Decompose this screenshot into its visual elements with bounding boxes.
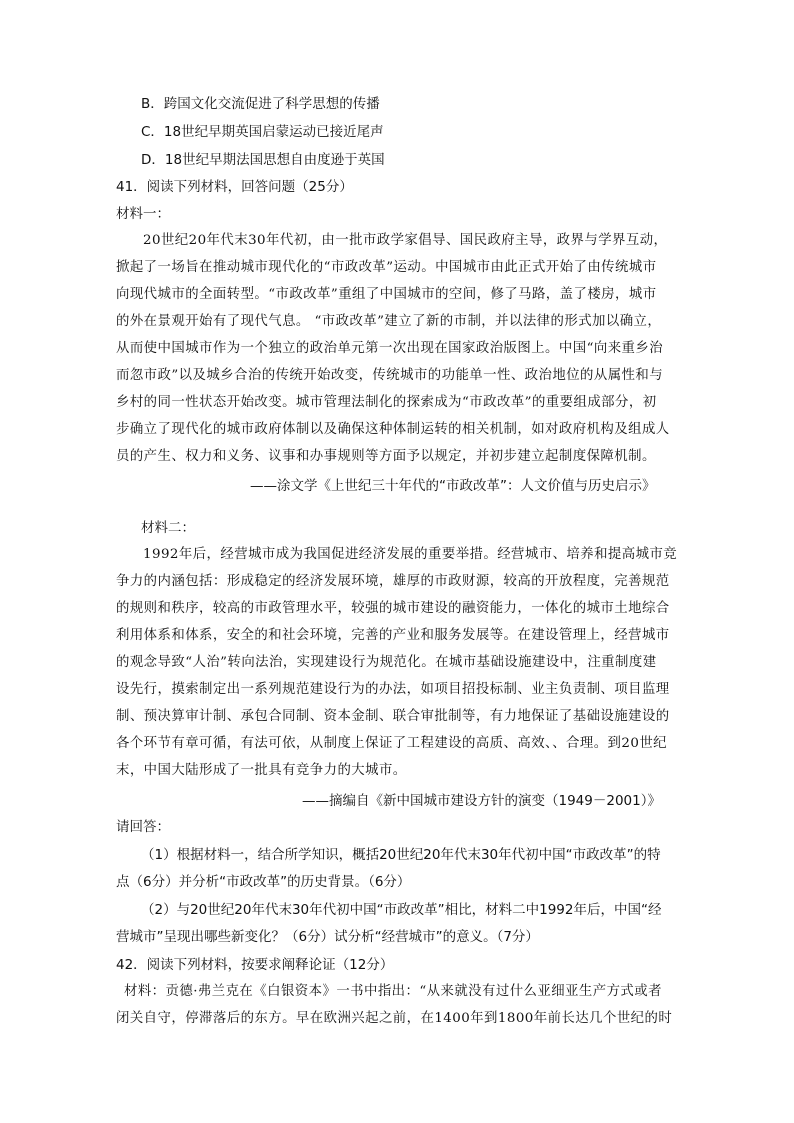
paragraph-line: 的外在景观开始有了现代气息。 “市政改革”建立了新的市制，并以法律的形式加以确立， xyxy=(116,314,662,329)
paragraph-line: 员的产生、权力和义务、议事和办事规则等方面予以规定，并初步建立起制度保障机制。 xyxy=(116,449,656,464)
q41-sub2-line1: （2）与20世纪20年代末30年代初中国“市政改革”相比，材料二中1992年后，中国“经 xyxy=(141,902,662,918)
q41-sub1-line2: 点（6分）并分析“市政改革”的历史背景。（6分） xyxy=(116,874,411,890)
q41-material1-label: 材料一： xyxy=(116,206,170,222)
q41-material2-label: 材料二： xyxy=(141,520,195,536)
paragraph-line: 掀起了一场旨在推动城市现代化的“市政改革”运动。中国城市由此正式开始了由传统城市 xyxy=(116,260,657,275)
paragraph-line: 末，中国大陆形成了一批具有竞争力的大城市。 xyxy=(116,763,407,778)
paragraph-line: 闭关自守，停滞落后的东方。早在欧洲兴起之前，在1400年到1800年前长达几个世纪的时 xyxy=(116,1011,673,1026)
option-d: D．18世纪早期法国思想自由度逊于英国 xyxy=(141,152,385,168)
paragraph-line: 各个环节有章可循，有法可依，从制度上保证了工程建设的高质、高效、、合理。到20世纪 xyxy=(116,736,668,751)
paragraph-line: 材料：贡德·弗兰克在《白银资本》一书中指出：“从来就没有过什么亚细亚生产方式或者 xyxy=(124,984,662,999)
paragraph-line: 向现代城市的全面转型。“市政改革”重组了中国城市的空间，修了马路，盖了楼房，城市 xyxy=(116,287,657,302)
paragraph-line: 的规则和秩序，较高的市政管理水平，较强的城市建设的融资能力，一体化的城市土地综合 xyxy=(116,601,670,616)
option-b: B．跨国文化交流促进了科学思想的传播 xyxy=(141,96,380,112)
paragraph-line: 而忽市政”以及城乡合治的传统开始改变，传统城市的功能单一性、政治地位的从属性和与 xyxy=(116,368,664,383)
paragraph-line: 争力的内涵包括：形成稳定的经济发展环境，雄厚的市政财源，较高的开放程度，完善规范 xyxy=(116,574,670,589)
paragraph-line: 利用体系和体系，安全的和社会环境，完善的产业和服务发展等。在建设管理上，经营城市 xyxy=(116,628,670,643)
paragraph-line: 20世纪20年代末30年代初，由一批市政学家倡导、国民政府主导，政界与学界互动， xyxy=(143,233,668,248)
q41-material1-source: ——涂文学《上世纪三十年代的“市政改革”：人文价值与历史启示》 xyxy=(250,478,656,494)
q41-title: 41．阅读下列材料，回答问题（25分） xyxy=(116,179,353,195)
paragraph-line: 的观念导致“人治”转向法治，实现建设行为规范化。在城市基础设施建设中，注重制度建 xyxy=(116,655,657,670)
q41-sub2-line2: 营城市”呈现出哪些新变化？（6分）试分析“经营城市”的意义。（7分） xyxy=(116,929,539,945)
option-c: C．18世纪早期英国启蒙运动已接近尾声 xyxy=(141,124,384,140)
q41-material2-source: ——摘编自《新中国城市建设方针的演变（1949－2001）》 xyxy=(302,793,661,809)
answer-label: 请回答： xyxy=(116,819,170,835)
q41-sub1-line1: （1）根据材料一，结合所学知识，概括20世纪20年代末30年代初中国“市政改革”的特 xyxy=(141,847,661,863)
paragraph-line: 1992年后，经营城市成为我国促进经济发展的重要举措。经营城市、培养和提高城市竞 xyxy=(143,547,678,562)
paragraph-line: 步确立了现代化的城市政府体制以及确保这种体制运转的相关机制，如对政府机构及组成人 xyxy=(116,422,670,437)
paragraph-line: 从而使中国城市作为一个独立的政治单元第一次出现在国家政治版图上。中国“向来重乡治 xyxy=(116,341,664,356)
paragraph-line: 乡村的同一性状态开始改变。城市管理法制化的探索成为“市政改革”的重要组成部分，初 xyxy=(116,395,657,410)
paragraph-line: 设先行，摸索制定出一系列规范建设行为的办法，如项目招投标制、业主负责制、项目监理 xyxy=(116,682,670,697)
paragraph-line: 制、预决算审计制、承包合同制、资本金制、联合审批制等，有力地保证了基础设施建设的 xyxy=(116,709,670,724)
q42-title: 42．阅读下列材料，按要求阐释论证（12分） xyxy=(116,957,394,973)
